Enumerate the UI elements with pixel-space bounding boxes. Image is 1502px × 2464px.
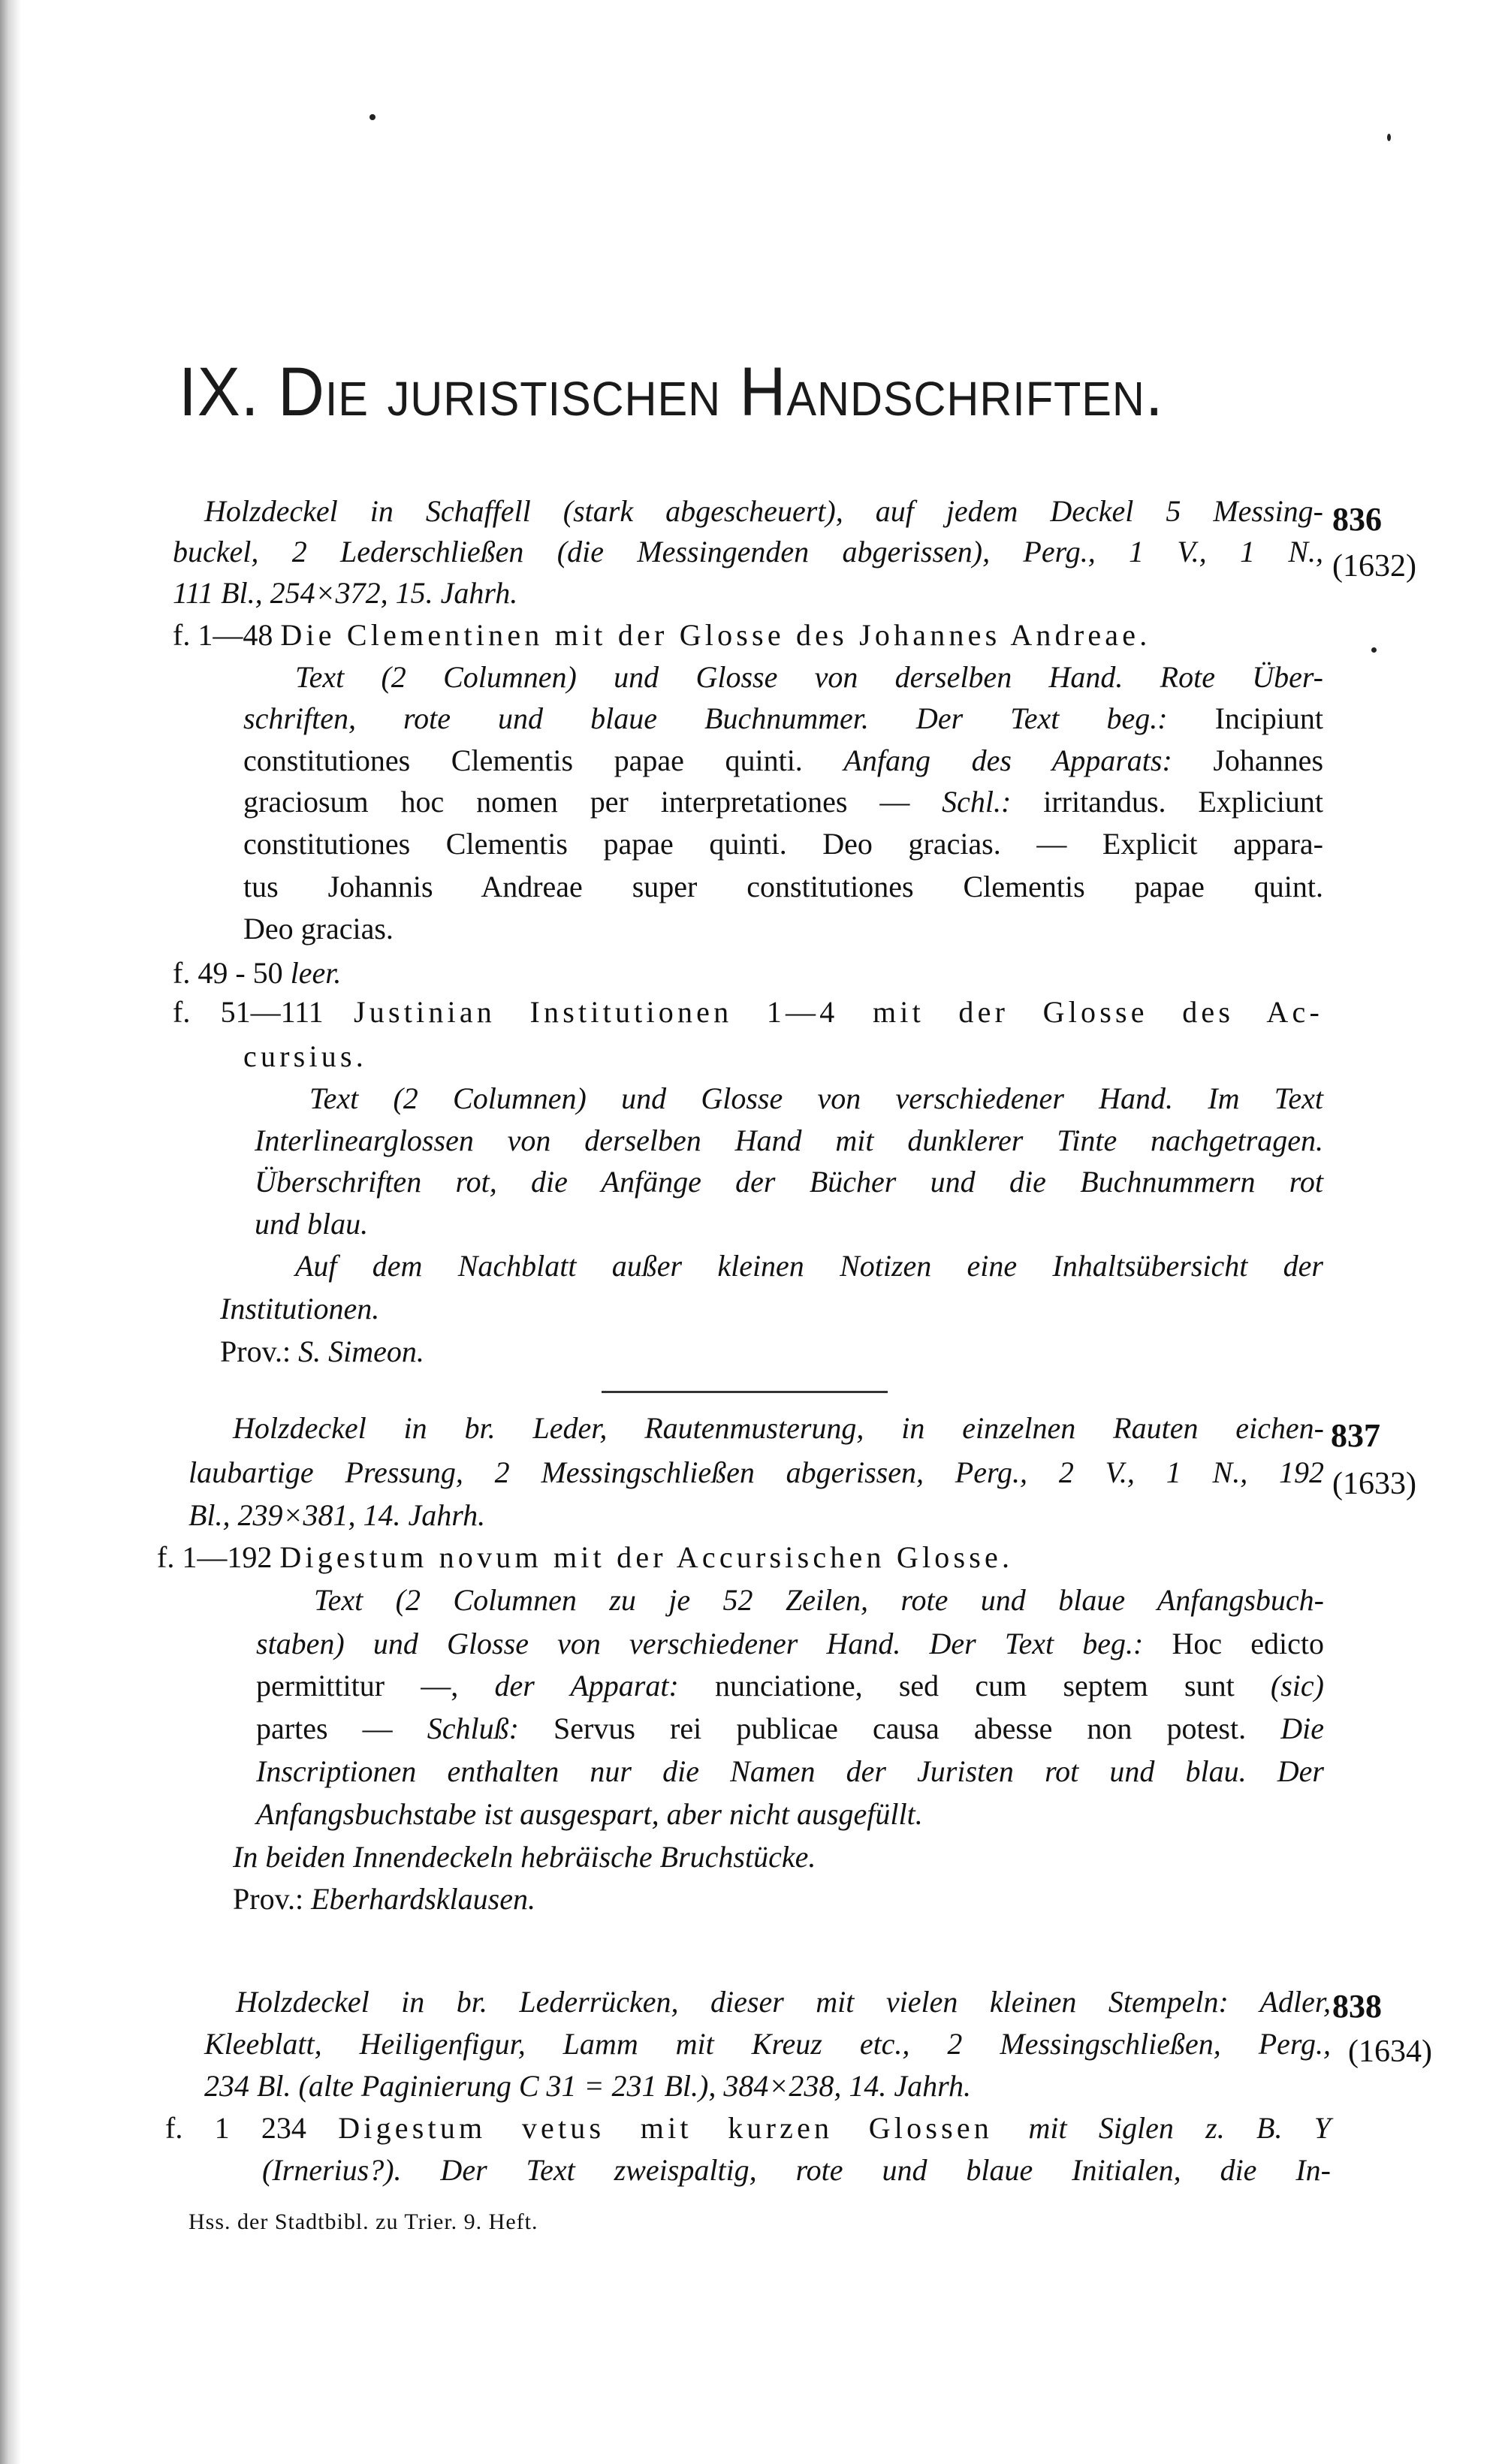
italic-text: Überschriften rot, die Anfänge der Bücher und die Buchnummern rot <box>255 1165 1323 1199</box>
roman-text: f. 1—48 <box>173 618 281 652</box>
scan-speck <box>1371 647 1377 653</box>
italic-text: buckel, 2 Lederschließen (die Messingenden abgerissen), Perg., 1 V., 1 N., <box>173 535 1323 568</box>
text-line <box>243 743 1323 779</box>
italic-text: Institutionen. <box>220 1292 380 1325</box>
text-line <box>314 1582 1324 1618</box>
italic-text: Anfangsbuchstabe ist ausgespart, aber nicht ausgefüllt. <box>256 1797 923 1831</box>
chapter-title: IX. Die juristischen Handschriften. <box>179 354 1164 430</box>
text-line <box>165 2110 1331 2146</box>
spaced-heading-text: Die Clementinen mit der Glosse des Johannes Andreae. <box>280 618 1151 652</box>
italic-text: (sic) <box>1270 1669 1324 1702</box>
text-line <box>295 1248 1323 1284</box>
italic-text: Interlinearglossen von derselben Hand mit dunklerer Tinte nachgetragen. <box>255 1123 1323 1157</box>
scan-edge <box>0 0 21 2464</box>
old-entry-number: (1632) <box>1332 549 1416 584</box>
italic-text: Holzdeckel in Schaffell (stark abgescheuert), auf jedem Deckel 5 Messing- <box>204 494 1323 528</box>
text-line <box>255 1206 368 1242</box>
italic-text: Schluß: <box>427 1712 519 1745</box>
italic-text: schriften, rote und blaue Buchnummer. Der Text beg.: <box>243 701 1168 735</box>
text-line <box>220 1291 379 1327</box>
italic-text: Text (2 Columnen) und Glosse von verschiedener Hand. Im Text <box>309 1081 1323 1115</box>
text-line <box>262 2152 1331 2188</box>
italic-text: Text (2 Columnen zu je 52 Zeilen, rote und blaue Anfangsbuch- <box>314 1583 1324 1617</box>
roman-text: partes — <box>256 1712 427 1745</box>
spaced-heading-text: cursius. <box>243 1039 367 1073</box>
italic-text: In beiden Innendeckeln hebräische Bruchstücke. <box>233 1840 816 1874</box>
roman-text: tus Johannis Andreae super constitutiones Clementis papae quint. <box>243 870 1323 903</box>
entry-number: 838 <box>1332 1988 1382 2025</box>
italic-text: mit Siglen z. B. Y <box>1028 2111 1332 2145</box>
italic-text: Eberhardsklausen. <box>311 1882 535 1916</box>
roman-text: Servus rei publicae causa abesse non potest. <box>518 1712 1281 1745</box>
text-line <box>256 1626 1324 1662</box>
italic-text: (Irnerius?). Der Text zweispaltig, rote und blaue Initialen, die In- <box>262 2153 1331 2187</box>
roman-text: f. 1 234 <box>165 2111 339 2145</box>
italic-text: laubartige Pressung, 2 Messingschließen abgerissen, Perg., 2 V., 1 N., 192 <box>189 1455 1324 1489</box>
text-line <box>220 1334 424 1370</box>
roman-text: irritandus. Expliciunt <box>1011 785 1323 819</box>
italic-text: Schl.: <box>942 785 1012 819</box>
text-line <box>255 1164 1323 1200</box>
text-line <box>256 1796 923 1832</box>
text-line <box>256 1711 1324 1747</box>
roman-text: constitutiones Clementis papae quinti. Deo gracias. — Explicit appara- <box>243 827 1323 861</box>
text-line <box>204 493 1323 529</box>
text-line <box>236 1984 1331 2020</box>
italic-text: Holzdeckel in br. Lederrücken, dieser mit vielen kleinen Stempeln: Adler, <box>236 1985 1331 2019</box>
text-line <box>189 1455 1324 1491</box>
text-line <box>233 1881 535 1917</box>
text-line <box>173 617 1151 653</box>
italic-text: leer. <box>290 956 342 990</box>
text-line <box>255 1123 1323 1159</box>
text-line <box>189 1497 485 1534</box>
roman-text: nunciatione, sed cum septem sunt <box>678 1669 1271 1702</box>
italic-text: Inscriptionen enthalten nur die Namen der Juristen rot und blau. Der <box>256 1754 1324 1788</box>
italic-text: S. Simeon. <box>298 1335 424 1368</box>
old-entry-number: (1633) <box>1332 1467 1416 1501</box>
text-line <box>157 1540 1013 1576</box>
text-line <box>243 869 1323 905</box>
entry-number: 836 <box>1332 501 1382 538</box>
text-line <box>173 575 517 611</box>
italic-text: und blau. <box>255 1207 369 1241</box>
italic-text: Bl., 239×381, 14. Jahrh. <box>189 1498 486 1532</box>
roman-text: constitutiones Clementis papae quinti. <box>243 743 844 777</box>
text-line <box>243 1039 367 1075</box>
entry-number: 837 <box>1331 1417 1380 1454</box>
text-line <box>256 1754 1324 1790</box>
italic-text: Holzdeckel in br. Leder, Rautenmusterung, in einzelnen Rauten eichen- <box>233 1411 1324 1445</box>
spaced-heading-text: Justinian Institutionen 1—4 mit der Glosse des Ac- <box>353 995 1323 1029</box>
text-line <box>243 911 394 947</box>
roman-text: Deo gracias. <box>243 912 394 945</box>
scan-speck <box>1387 134 1391 141</box>
italic-text: Die <box>1280 1712 1324 1745</box>
roman-text: f. 49 - 50 <box>173 956 291 990</box>
italic-text: staben) und Glosse von verschiedener Hand. Der Text beg.: <box>256 1627 1144 1660</box>
roman-text: Hoc edicto <box>1143 1627 1325 1660</box>
text-line <box>233 1410 1324 1446</box>
italic-text: Kleeblatt, Heiligenfigur, Lamm mit Kreuz etc., 2 Messingschließen, Perg., <box>204 2027 1331 2061</box>
old-entry-number: (1634) <box>1348 2034 1432 2069</box>
italic-text: 234 Bl. (alte Paginierung C 31 = 231 Bl.), 384×238, 14. Jahrh. <box>204 2069 971 2103</box>
roman-text: f. 51—111 <box>173 995 354 1029</box>
scan-speck <box>369 114 376 120</box>
text-line <box>295 659 1323 695</box>
italic-text: Text (2 Columnen) und Glosse von derselben Hand. Rote Über- <box>295 660 1323 694</box>
page-footer: Hss. der Stadtbibl. zu Trier. 9. Heft. <box>189 2209 538 2234</box>
text-line <box>173 534 1323 570</box>
roman-text: Incipiunt <box>1167 701 1324 735</box>
italic-text: Auf dem Nachblatt außer kleinen Notizen eine Inhaltsübersicht der <box>295 1249 1323 1283</box>
text-line <box>243 701 1323 737</box>
text-line <box>309 1081 1323 1117</box>
spaced-heading-text: Digestum vetus mit kurzen Glossen <box>338 2111 1029 2145</box>
section-divider <box>602 1391 888 1393</box>
text-line <box>173 955 341 991</box>
text-line <box>173 994 1323 1030</box>
italic-text: 111 Bl., 254×372, 15. Jahrh. <box>173 576 518 610</box>
text-line <box>243 826 1323 862</box>
text-line <box>204 2026 1331 2062</box>
text-line <box>233 1839 816 1875</box>
spaced-heading-text: Digestum novum mit der Accursischen Glosse. <box>279 1540 1014 1574</box>
text-line <box>204 2068 971 2104</box>
roman-text: f. 1—192 <box>157 1540 280 1574</box>
roman-text: Johannes <box>1172 743 1324 777</box>
roman-text: Prov.: <box>233 1882 312 1916</box>
roman-text: permittitur —, <box>256 1669 495 1702</box>
roman-text: Prov.: <box>220 1335 299 1368</box>
italic-text: Anfang des Apparats: <box>843 743 1172 777</box>
text-line <box>243 784 1323 820</box>
text-line <box>256 1668 1324 1704</box>
italic-text: der Apparat: <box>494 1669 679 1702</box>
roman-text: graciosum hoc nomen per interpretationes — <box>243 785 943 819</box>
